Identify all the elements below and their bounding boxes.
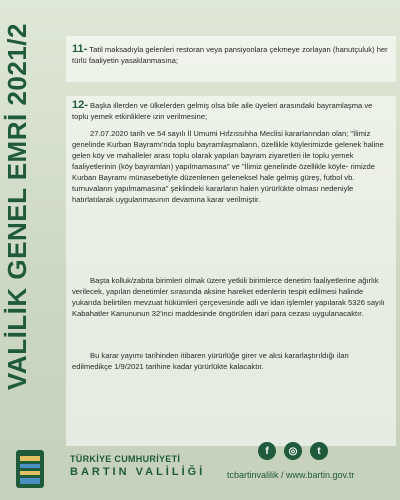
item-text: Tatil maksadıyla gelenleri restoran veya pansiyonlara çekmeye zorlayan (hanutçuluk) her türlü faaliyetin yasaklanmasına; [72,45,388,65]
item-number: 11- [72,43,88,55]
instagram-icon[interactable]: ◎ [284,442,302,460]
paragraph-2: Başta kolluk/zabıta birimleri olmak üzere yetkili birimlerce denetim faaliyetlerine ağırlık verilecek, yapılan denetimler sırasında aksine hareket edenlerin tespit edilmesi halinde yukarıda belirtilen mevzuat hükümleri çerçevesinde adli ve idari işlemler yapılarak 5326 sayılı Kabahatler Kanununun 32'inci maddesinde öngörülen idari para cezası uygulanacaktır. [72,276,385,318]
twitter-icon[interactable]: t [310,442,328,460]
item-12 [72,100,390,122]
paragraph-3: Bu karar yayımı tarihinden itibaren yürürlüğe girer ve aksi kararlaştırıldığı ilan edilmedikçe 1/9/2021 tarihine kadar yürürlükte kalacaktır. [72,351,349,371]
item-11 [72,44,390,66]
governorship-logo-icon [10,444,50,494]
item-number: 12- [72,99,88,111]
content-area [66,0,396,430]
side-banner [0,0,60,500]
org-name-line1: TÜRKİYE CUMHURİYETİ [70,454,181,464]
social-icons [258,442,348,464]
social-handle-text[interactable]: tcbartinvalilik / www.bartin.gov.tr [227,470,355,480]
footer [0,436,400,500]
vertical-title: VALİLİK GENEL EMRİ 2021/2 [2,23,32,390]
paragraph-1: 27.07.2020 tarih ve 54 sayılı İl Umumi Hıfzıssıhha Meclisi kararlarından olan; "İlimiz genelinde Kurban Bayramı'nda toplu bayramlaşmaların, özellikle köylerimizde gelenek haline gelen köy ve mahalleler arası toplu olarak yapılan bayram ziyaretleri ile toplu yemek faaliyetlerinin (köy bayramları) yapılmamasına" ve "İlimiz genelinde özellikle köyle- rimizde Kurban Bayramı münasebetiyle düzenlenen geleneksel hale gelmiş güreş, futbol vb. turnuvaların yapılmamasına" şeklindeki kararların halen yürürlükte olması nedeniyle hatırlatılarak uygulanmasının devamına karar verilmiştir. [72,129,384,204]
item-text: Başka illerden ve ülkelerden gelmiş olsa bile aile üyeleri arasındaki bayramlaşma ve toplu yemek etkinliklere izin verilmesine; [72,101,373,121]
facebook-icon[interactable]: f [258,442,276,460]
org-name-line2: BARTIN VALİLİĞİ [70,466,206,478]
